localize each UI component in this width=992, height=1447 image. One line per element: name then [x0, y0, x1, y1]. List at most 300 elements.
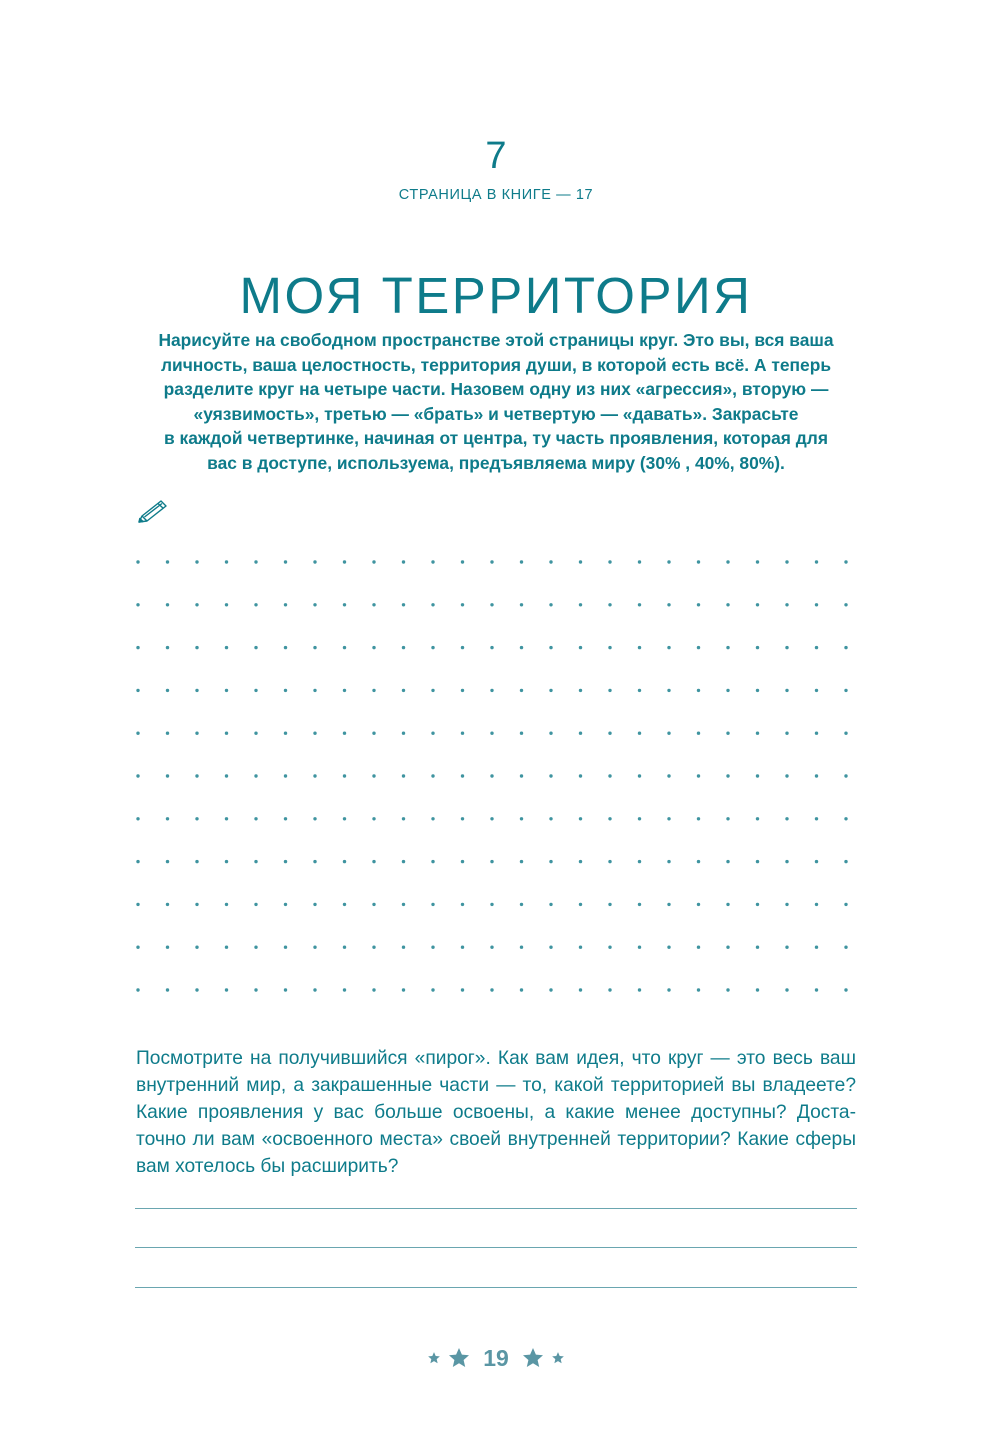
grid-dot [313, 817, 316, 820]
grid-dot [785, 860, 788, 863]
grid-dot [313, 689, 316, 692]
grid-dot [785, 603, 788, 606]
grid-dot [667, 817, 670, 820]
grid-dot [549, 988, 552, 991]
grid-dot [815, 560, 818, 563]
grid-dot [166, 560, 169, 563]
grid-dot [284, 903, 287, 906]
grid-dot [195, 689, 198, 692]
grid-dot [667, 603, 670, 606]
grid-dot [726, 774, 729, 777]
large-star-icon [447, 1346, 471, 1370]
grid-dot [608, 817, 611, 820]
grid-dot [343, 946, 346, 949]
grid-dot [195, 946, 198, 949]
grid-dot [638, 988, 641, 991]
grid-dot [372, 774, 375, 777]
grid-dot [549, 603, 552, 606]
grid-dot [254, 817, 257, 820]
grid-dot [225, 646, 228, 649]
grid-dot [461, 732, 464, 735]
grid-dot [402, 603, 405, 606]
grid-dot [372, 689, 375, 692]
grid-dot [697, 946, 700, 949]
grid-dot [844, 860, 847, 863]
grid-dot [549, 903, 552, 906]
grid-dot [726, 817, 729, 820]
grid-dot [402, 817, 405, 820]
grid-dot [815, 946, 818, 949]
grid-dot [402, 860, 405, 863]
grid-dot [136, 732, 139, 735]
grid-dot [697, 774, 700, 777]
grid-dot [815, 988, 818, 991]
grid-dot [520, 732, 523, 735]
grid-dot [461, 646, 464, 649]
grid-dot [815, 689, 818, 692]
grid-dot [756, 646, 759, 649]
grid-dot [697, 689, 700, 692]
grid-dot [726, 689, 729, 692]
answer-line[interactable] [135, 1208, 857, 1209]
grid-dot [402, 988, 405, 991]
grid-dot [579, 946, 582, 949]
grid-dot [431, 603, 434, 606]
grid-dot [461, 946, 464, 949]
grid-dot [490, 646, 493, 649]
grid-dot [431, 946, 434, 949]
grid-dot [490, 560, 493, 563]
grid-dot [785, 646, 788, 649]
grid-dot [756, 988, 759, 991]
grid-dot [697, 903, 700, 906]
grid-dot [284, 603, 287, 606]
grid-dot [195, 560, 198, 563]
grid-dot [726, 560, 729, 563]
instructions-line: разделите круг на четыре части. Назовем одну из них «агрессия», вторую — [163, 379, 829, 399]
grid-dot [638, 560, 641, 563]
chapter-number: 7 [485, 135, 507, 177]
grid-dot [402, 689, 405, 692]
grid-dot [490, 817, 493, 820]
grid-dot [520, 946, 523, 949]
grid-dot [490, 774, 493, 777]
grid-dot [756, 560, 759, 563]
grid-dot [726, 946, 729, 949]
grid-dot [697, 860, 700, 863]
grid-dot [284, 646, 287, 649]
grid-dot [579, 646, 582, 649]
grid-dot [372, 860, 375, 863]
grid-dot [844, 774, 847, 777]
grid-dot [166, 732, 169, 735]
grid-dot [136, 817, 139, 820]
grid-dot [166, 603, 169, 606]
grid-dot [225, 817, 228, 820]
grid-dot [697, 646, 700, 649]
grid-dot [284, 732, 287, 735]
grid-dot [608, 732, 611, 735]
grid-dot [431, 988, 434, 991]
grid-dot [166, 689, 169, 692]
grid-dot [313, 560, 316, 563]
grid-dot [225, 860, 228, 863]
grid-dot [549, 689, 552, 692]
reflection-line: внутренний мир, а закрашенные части — то, какой территорией вы владеете? [136, 1075, 856, 1096]
grid-dot [815, 646, 818, 649]
grid-dot [785, 560, 788, 563]
grid-dot [844, 732, 847, 735]
grid-dot [461, 860, 464, 863]
grid-dot [372, 946, 375, 949]
grid-dot [549, 817, 552, 820]
grid-dot [313, 732, 316, 735]
grid-dot [490, 689, 493, 692]
grid-dot [844, 603, 847, 606]
grid-dot [225, 689, 228, 692]
grid-dot [313, 903, 316, 906]
grid-dot [490, 903, 493, 906]
answer-line[interactable] [135, 1247, 857, 1248]
grid-dot [608, 689, 611, 692]
grid-dot [579, 603, 582, 606]
grid-dot [756, 732, 759, 735]
grid-dot [844, 946, 847, 949]
grid-dot [166, 988, 169, 991]
grid-dot [343, 732, 346, 735]
grid-dot [785, 774, 788, 777]
grid-dot [608, 860, 611, 863]
grid-dot [756, 603, 759, 606]
grid-dot [254, 860, 257, 863]
grid-dot [402, 732, 405, 735]
instructions-line: в каждой четвертинке, начиная от центра, ту часть проявления, которая для [164, 428, 828, 448]
grid-dot [461, 988, 464, 991]
grid-dot [579, 988, 582, 991]
grid-dot [225, 988, 228, 991]
grid-dot [549, 946, 552, 949]
grid-dot [815, 903, 818, 906]
grid-dot [815, 817, 818, 820]
grid-dot [756, 903, 759, 906]
grid-dot [431, 774, 434, 777]
grid-dot [549, 860, 552, 863]
grid-dot [608, 603, 611, 606]
grid-dot [166, 817, 169, 820]
instructions-line: вас в доступе, используема, предъявляема миру (30% , 40%, 80%). [207, 452, 785, 473]
grid-dot [372, 732, 375, 735]
grid-dot [166, 774, 169, 777]
grid-dot [372, 903, 375, 906]
grid-dot [284, 860, 287, 863]
grid-dot [402, 560, 405, 563]
grid-dot [254, 903, 257, 906]
grid-dot [785, 988, 788, 991]
answer-line[interactable] [135, 1287, 857, 1288]
grid-dot [844, 903, 847, 906]
grid-dot [284, 560, 287, 563]
grid-dot [254, 646, 257, 649]
grid-dot [490, 946, 493, 949]
grid-dot [372, 560, 375, 563]
grid-dot [608, 946, 611, 949]
grid-dot [756, 774, 759, 777]
grid-dot [756, 817, 759, 820]
grid-dot [284, 946, 287, 949]
grid-dot [431, 903, 434, 906]
grid-dot [579, 689, 582, 692]
grid-dot [638, 946, 641, 949]
grid-dot [579, 860, 582, 863]
grid-dot [195, 732, 198, 735]
grid-dot [638, 732, 641, 735]
grid-dot [431, 560, 434, 563]
grid-dot [431, 817, 434, 820]
grid-dot [520, 646, 523, 649]
grid-dot [284, 689, 287, 692]
grid-dot [431, 732, 434, 735]
grid-dot [402, 646, 405, 649]
grid-dot [284, 774, 287, 777]
grid-dot [136, 646, 139, 649]
grid-dot [431, 860, 434, 863]
grid-dot [697, 988, 700, 991]
grid-dot [136, 903, 139, 906]
grid-dot [815, 860, 818, 863]
grid-dot [815, 732, 818, 735]
grid-dot [638, 817, 641, 820]
grid-dot [284, 817, 287, 820]
instructions-line: Нарисуйте на свободном пространстве этой страницы круг. Это вы, вся ваша [158, 330, 834, 350]
instructions-line: «уязвимость», третью — «брать» и четвертую — «давать». Закрасьте [193, 403, 799, 424]
grid-dot [490, 988, 493, 991]
grid-dot [608, 903, 611, 906]
grid-dot [815, 774, 818, 777]
grid-dot [785, 689, 788, 692]
grid-dot [844, 817, 847, 820]
grid-dot [756, 946, 759, 949]
grid-dot [461, 903, 464, 906]
grid-dot [726, 860, 729, 863]
grid-dot [638, 860, 641, 863]
grid-dot [254, 560, 257, 563]
grid-dot [136, 860, 139, 863]
grid-dot [343, 774, 346, 777]
grid-dot [844, 560, 847, 563]
grid-dot [579, 774, 582, 777]
grid-dot [579, 903, 582, 906]
grid-dot [490, 860, 493, 863]
grid-dot [638, 774, 641, 777]
grid-dot [225, 903, 228, 906]
grid-dot [372, 817, 375, 820]
grid-dot [785, 817, 788, 820]
grid-dot [520, 988, 523, 991]
grid-dot [579, 817, 582, 820]
grid-dot [638, 646, 641, 649]
grid-dot [343, 646, 346, 649]
book-page-reference: СТРАНИЦА В КНИГЕ — 17 [398, 187, 594, 203]
grid-dot [520, 603, 523, 606]
grid-dot [166, 946, 169, 949]
grid-dot [608, 646, 611, 649]
grid-dot [549, 646, 552, 649]
grid-dot [136, 774, 139, 777]
grid-dot [166, 860, 169, 863]
grid-dot [254, 946, 257, 949]
grid-dot [136, 689, 139, 692]
grid-dot [844, 988, 847, 991]
grid-dot [579, 560, 582, 563]
grid-dot [815, 603, 818, 606]
grid-dot [520, 817, 523, 820]
reflection-line: точно ли вам «освоенного места» своей внутренней территории? Какие сферы [136, 1129, 856, 1150]
grid-dot [254, 603, 257, 606]
grid-dot [726, 732, 729, 735]
grid-dot [608, 560, 611, 563]
grid-dot [785, 946, 788, 949]
grid-dot [697, 603, 700, 606]
grid-dot [697, 560, 700, 563]
grid-dot [431, 689, 434, 692]
instructions-paragraph [120, 328, 872, 475]
page-footer [0, 1338, 992, 1378]
grid-dot [461, 817, 464, 820]
grid-dot [520, 903, 523, 906]
grid-dot [520, 689, 523, 692]
grid-dot [667, 903, 670, 906]
grid-dot [844, 646, 847, 649]
grid-dot [343, 817, 346, 820]
grid-dot [284, 988, 287, 991]
pencil-icon [135, 497, 169, 527]
dot-grid-drawing-area[interactable] [128, 552, 848, 1002]
grid-dot [313, 860, 316, 863]
grid-dot [756, 860, 759, 863]
grid-dot [431, 646, 434, 649]
grid-dot [726, 903, 729, 906]
grid-dot [667, 774, 670, 777]
reflection-line: Какие проявления у вас больше освоены, а какие менее доступны? Доста- [136, 1102, 856, 1123]
grid-dot [667, 689, 670, 692]
grid-dot [136, 560, 139, 563]
grid-dot [195, 817, 198, 820]
grid-dot [490, 603, 493, 606]
grid-dot [638, 603, 641, 606]
grid-dot [520, 774, 523, 777]
grid-dot [667, 988, 670, 991]
grid-dot [726, 988, 729, 991]
grid-dot [844, 689, 847, 692]
grid-dot [195, 860, 198, 863]
grid-dot [638, 903, 641, 906]
grid-dot [313, 988, 316, 991]
grid-dot [195, 603, 198, 606]
grid-dot [225, 732, 228, 735]
grid-dot [313, 646, 316, 649]
grid-dot [195, 646, 198, 649]
grid-dot [372, 988, 375, 991]
grid-dot [461, 560, 464, 563]
grid-dot [490, 732, 493, 735]
grid-dot [549, 560, 552, 563]
reflection-line: Посмотрите на получившийся «пирог». Как вам идея, что круг — это весь ваш [136, 1048, 856, 1069]
grid-dot [638, 689, 641, 692]
grid-dot [166, 903, 169, 906]
grid-dot [726, 646, 729, 649]
grid-dot [579, 732, 582, 735]
grid-dot [313, 603, 316, 606]
grid-dot [136, 946, 139, 949]
grid-dot [195, 774, 198, 777]
grid-dot [225, 603, 228, 606]
grid-dot [549, 774, 552, 777]
grid-dot [343, 860, 346, 863]
grid-dot [136, 988, 139, 991]
grid-dot [402, 903, 405, 906]
grid-dot [343, 560, 346, 563]
grid-dot [166, 646, 169, 649]
large-star-icon [521, 1346, 545, 1370]
instructions-line: личность, ваша целостность, территория души, в которой есть всё. А теперь [160, 354, 832, 375]
grid-dot [461, 689, 464, 692]
grid-dot [254, 732, 257, 735]
grid-dot [608, 988, 611, 991]
grid-dot [549, 732, 552, 735]
grid-dot [461, 603, 464, 606]
grid-dot [667, 860, 670, 863]
grid-dot [254, 689, 257, 692]
small-star-icon [551, 1351, 565, 1365]
grid-dot [254, 774, 257, 777]
grid-dot [343, 903, 346, 906]
grid-dot [343, 689, 346, 692]
grid-dot [313, 774, 316, 777]
grid-dot [343, 603, 346, 606]
grid-dot [608, 774, 611, 777]
grid-dot [402, 946, 405, 949]
grid-dot [726, 603, 729, 606]
grid-dot [785, 903, 788, 906]
reflection-paragraph [136, 1045, 856, 1180]
grid-dot [372, 603, 375, 606]
grid-dot [225, 560, 228, 563]
grid-dot [402, 774, 405, 777]
grid-dot [343, 988, 346, 991]
grid-dot [254, 988, 257, 991]
grid-dot [756, 689, 759, 692]
grid-dot [313, 946, 316, 949]
grid-dot [785, 732, 788, 735]
page-number: 19 [483, 1344, 509, 1371]
grid-dot [136, 603, 139, 606]
page-title: МОЯ ТЕРРИТОРИЯ [239, 267, 753, 325]
small-star-icon [427, 1351, 441, 1365]
grid-dot [195, 988, 198, 991]
grid-dot [225, 946, 228, 949]
grid-dot [667, 560, 670, 563]
grid-dot [667, 946, 670, 949]
grid-dot [667, 646, 670, 649]
grid-dot [697, 817, 700, 820]
grid-dot [697, 732, 700, 735]
grid-dot [372, 646, 375, 649]
grid-dot [225, 774, 228, 777]
grid-dot [667, 732, 670, 735]
grid-dot [461, 774, 464, 777]
reflection-line: вам хотелось бы расширить? [136, 1156, 399, 1177]
grid-dot [520, 860, 523, 863]
